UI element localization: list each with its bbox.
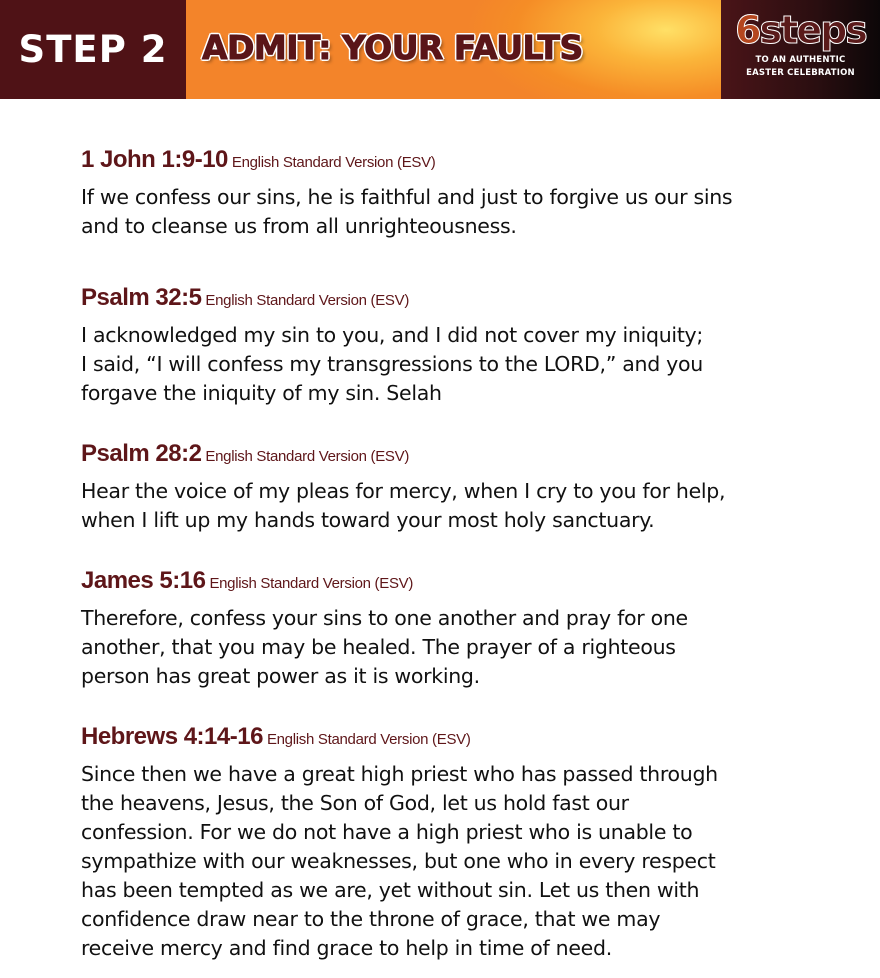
passage-heading	[81, 561, 688, 604]
verse-line: receive mercy and find grace to help in time of need.	[81, 936, 612, 960]
verse-line: another, that you may be healed. The prayer of a righteous	[81, 635, 676, 659]
verse-line: Therefore, confess your sins to one another and pray for one	[81, 606, 688, 630]
verse-line: has been tempted as we are, yet without sin. Let us then with	[81, 878, 700, 902]
passage-reference: Psalm 28:2	[81, 440, 202, 467]
verse-line: person has great power as it is working.	[81, 664, 480, 688]
logo-subtitle-line2: EASTER CELEBRATION	[746, 68, 855, 78]
passage-version: English Standard Version (ESV)	[205, 292, 410, 309]
verse-line: forgave the iniquity of my sin. Selah	[81, 381, 442, 405]
passage-heading	[81, 717, 718, 760]
logo-number: 6	[735, 8, 760, 52]
passage-reference: James 5:16	[81, 567, 206, 594]
passage-reference: Psalm 32:5	[81, 284, 202, 311]
verse-line: confidence draw near to the throne of grace, that we may	[81, 907, 661, 931]
verse-line: the heavens, Jesus, the Son of God, let us hold fast our	[81, 791, 629, 815]
passage	[81, 561, 688, 691]
passage-text	[81, 760, 718, 963]
passage	[81, 140, 732, 241]
passage-text	[81, 477, 725, 535]
logo-word: steps	[759, 8, 866, 52]
title-panel	[186, 0, 721, 99]
verse-line: when I lift up my hands toward your most holy sanctuary.	[81, 508, 655, 532]
passage-text	[81, 604, 688, 691]
passage-reference: Hebrews 4:14-16	[81, 723, 263, 750]
verse-line: If we confess our sins, he is faithful and just to forgive us our sins	[81, 185, 733, 209]
logo	[721, 0, 880, 99]
header-banner	[0, 0, 880, 99]
page-title: ADMIT: YOUR FAULTS	[202, 28, 583, 67]
passage-text	[81, 321, 703, 408]
passage-heading	[81, 140, 732, 183]
passage-version: English Standard Version (ESV)	[231, 154, 436, 171]
passage	[81, 434, 725, 535]
verse-line: Since then we have a great high priest who has passed through	[81, 762, 718, 786]
passage-heading	[81, 278, 703, 321]
passage-heading	[81, 434, 725, 477]
passage-version: English Standard Version (ESV)	[205, 448, 410, 465]
passage-text	[81, 183, 732, 241]
verse-line: confession. For we do not have a high priest who is unable to	[81, 820, 693, 844]
verse-line: and to cleanse us from all unrighteousness.	[81, 214, 517, 238]
verse-line: I acknowledged my sin to you, and I did not cover my iniquity;	[81, 323, 703, 347]
step-badge	[0, 0, 186, 99]
verse-line: sympathize with our weaknesses, but one who in every respect	[81, 849, 716, 873]
step-label: STEP 2	[18, 28, 168, 71]
passage-reference: 1 John 1:9-10	[81, 146, 228, 173]
passage-version: English Standard Version (ESV)	[209, 575, 414, 592]
verse-line: I said, “I will confess my transgressions to the LORD,” and you	[81, 352, 703, 376]
passage	[81, 717, 718, 963]
logo-subtitle-line1: TO AN AUTHENTIC	[755, 55, 846, 65]
logo-wordmark	[721, 6, 880, 54]
verse-line: Hear the voice of my pleas for mercy, when I cry to you for help,	[81, 479, 726, 503]
passage	[81, 278, 703, 408]
passage-version: English Standard Version (ESV)	[266, 731, 471, 748]
